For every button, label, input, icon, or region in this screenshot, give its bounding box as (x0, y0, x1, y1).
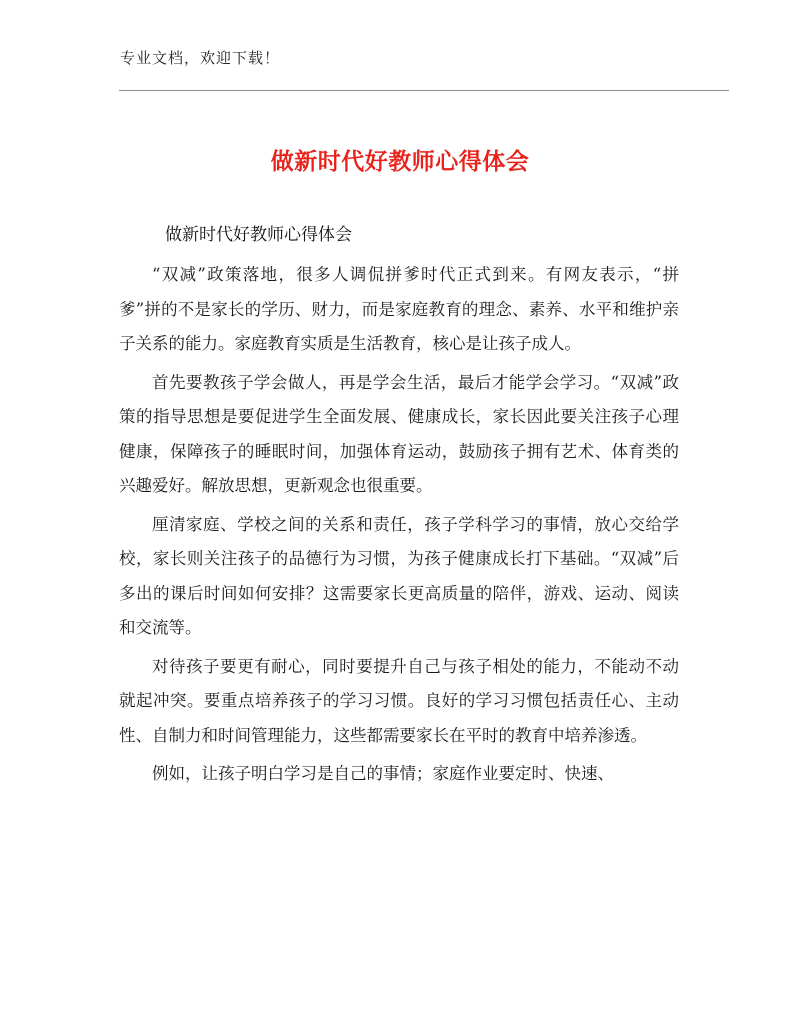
document-title: 做新时代好教师心得体会 (270, 149, 530, 175)
paragraph-5: 例如，让孩子明白学习是自己的事情；家庭作业要定时、快速、 (152, 764, 614, 783)
document-subtitle: 做新时代好教师心得体会 (165, 225, 352, 245)
header-divider (119, 90, 729, 91)
paragraph-3: 厘清家庭、学校之间的关系和责任，孩子学科学习的事情，放心交给学校，家长则关注孩子的品德行为习惯，为孩子健康成长打下基础。“双减”后多出的课后时间如何安排？这需要家长更高质量的陪伴，游戏、运动、阅读和交流等。 (119, 514, 679, 637)
page-header-text: 专业文档，欢迎下载！ (120, 49, 281, 67)
paragraph-2: 首先要教孩子学会做人，再是学会生活，最后才能学会学习。“双减”政策的指导思想是要促进学生全面发展、健康成长，家长因此要关注孩子心理健康，保障孩子的睡眠时间，加强体育运动，鼓励孩子拥有艺术、体育类的兴趣爱好。解放思想，更新观念也很重要。 (119, 372, 679, 495)
paragraph-1: “双减”政策落地，很多人调侃拼爹时代正式到来。有网友表示，“拼爹”拼的不是家长的学历、财力，而是家庭教育的理念、素养、水平和维护亲子关系的能力。家庭教育实质是生活教育，核心是让孩子成人。 (119, 265, 679, 353)
document-body (119, 258, 679, 796)
paragraph-4: 对待孩子要更有耐心，同时要提升自己与孩子相处的能力，不能动不动就起冲突。要重点培养孩子的学习习惯。良好的学习习惯包括责任心、主动性、自制力和时间管理能力，这些都需要家长在平时的教育中培养渗透。 (119, 656, 679, 745)
